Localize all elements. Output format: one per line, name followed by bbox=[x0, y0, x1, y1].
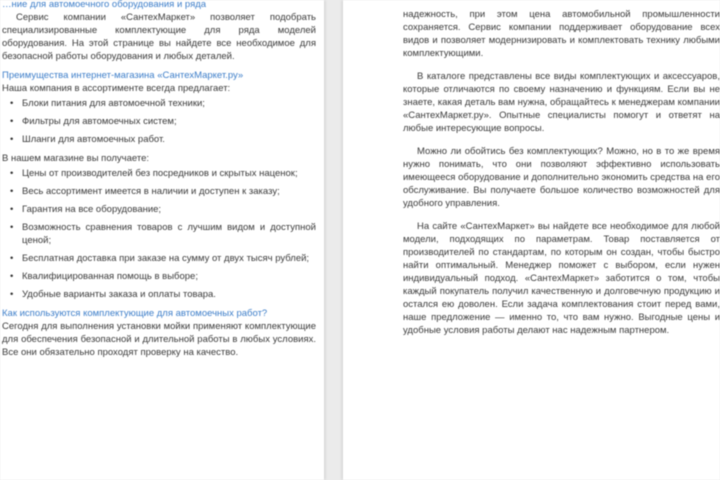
list-item: • Удобные варианты заказа и оплаты товара. bbox=[22, 288, 316, 301]
benefits-list bbox=[2, 167, 316, 301]
list-item: • Гарантия на все оборудование; bbox=[22, 203, 316, 216]
benefits-intro-text: В нашем магазине вы получаете: bbox=[2, 153, 150, 164]
list-item: • Фильтры для автомоечных систем; bbox=[22, 115, 316, 128]
document-page-left bbox=[0, 0, 324, 480]
body-paragraph: На сайте «СантехМаркет» вы найдете все необходимое для любой модели, подходящих по параметрам. Товар поставляется от производителей по стандартам, по которым он создан, чтобы быстро найти оптимальный. Менеджер поможет с выбором, если нужен индивидуальный подход. «СантехМаркет» заботится о том, чтобы каждый покупатель получил качественную и долговечную продукцию и остался ею доволен. Если задача комплектования стоит перед вами, наше предложение — именно то, что вам нужно. Выгодные цены и удобные условия работы делают нас надежным партнером. bbox=[403, 221, 720, 336]
document-page-right bbox=[343, 0, 720, 480]
list-item: • Весь ассортимент имеется в наличии и доступен к заказу; bbox=[22, 185, 316, 198]
list-item: • Возможность сравнения товаров с лучшим видом и доступной ценой; bbox=[22, 221, 316, 247]
intro-paragraph: Сервис компании «СантехМаркет» позволяет подобрать специализированные комплектующие для ряда моделей оборудования. На этой странице вы найдете все необходимое для безопасной работы оборудования и любых деталей. bbox=[2, 12, 316, 62]
body-paragraph: В каталоге представлены все виды комплектующих и аксессуаров, которые отличаются по своему назначению и функциям. Если вы не знаете, какая деталь вам нужна, обращайтесь к менеджерам компании «СантехМаркет.ру». Опытные специалисты помогут и ответят на любые интересующие вопросы. bbox=[403, 71, 720, 134]
body-paragraph: надежность, при этом цена автомобильной промышленности сохраняется. Сервис компании поддерживает оборудование всех видов и позволяет модернизировать и комплектовать технику любыми комплектующими. bbox=[403, 9, 720, 59]
section-link-top[interactable]: …ние для автомоечного оборудования и ряда bbox=[2, 0, 207, 10]
body-paragraph: Можно ли обойтись без комплектующих? Можно, но в то же время нужно понимать, что они позволяют эффективно использовать имеющееся оборудование и дополнительно экономить средства на его обслуживание. Вы получаете большое количество возможностей для удобного управления. bbox=[403, 146, 720, 209]
bottom-paragraph: Сегодня для выполнения установки мойки применяют комплектующие для обеспечения безопасной и длительной работы в любых условиях. Все они обязательно проходят проверку на качество. bbox=[2, 321, 316, 358]
list-item: • Цены от производителей без посредников и скрытых наценок; bbox=[22, 167, 316, 180]
section-link-advantages[interactable]: Преимущества интернет-магазина «СантехМаркет.ру» bbox=[2, 70, 244, 81]
list-item: • Бесплатная доставка при заказе на сумму от двух тысяч рублей; bbox=[22, 252, 316, 265]
list-item: • Шланги для автомоечных работ. bbox=[22, 133, 316, 146]
range-list bbox=[2, 97, 316, 146]
list-item: • Квалифицированная помощь в выборе; bbox=[22, 270, 316, 283]
section-link-usage[interactable]: Как используются комплектующие для автомоечных работ? bbox=[2, 308, 268, 319]
range-intro-text: Наша компания в ассортименте всегда предлагает: bbox=[2, 83, 231, 94]
list-item: • Блоки питания для автомоечной техники; bbox=[22, 97, 316, 110]
